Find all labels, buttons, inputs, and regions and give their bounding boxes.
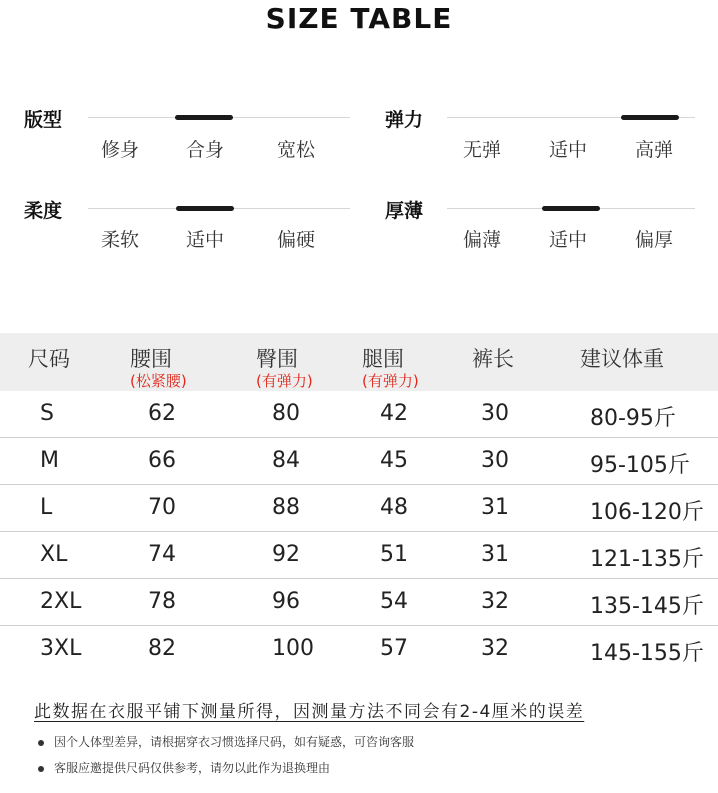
option-label: 偏薄 bbox=[462, 229, 501, 251]
cell-weight: 121-135斤 bbox=[590, 547, 704, 572]
cell-length: 31 bbox=[481, 542, 509, 567]
table-row bbox=[0, 391, 718, 438]
note-text: 因个人体型差异，请根据穿衣习惯选择尺码，如有疑惑，可咨询客服 bbox=[54, 735, 415, 749]
header-weight: 建议体重 bbox=[580, 347, 664, 371]
header-length: 裤长 bbox=[472, 347, 514, 371]
table-row bbox=[0, 438, 718, 485]
cell-thigh: 51 bbox=[380, 542, 408, 567]
cell-length: 30 bbox=[481, 448, 509, 473]
selection-marker bbox=[621, 115, 679, 120]
page-title: SIZE TABLE bbox=[265, 2, 453, 35]
option-label: 修身 bbox=[100, 139, 139, 161]
option-label: 柔软 bbox=[100, 229, 139, 251]
cell-hip: 80 bbox=[272, 401, 300, 426]
header-size: 尺码 bbox=[28, 347, 70, 371]
table-row bbox=[0, 532, 718, 579]
option-label: 宽松 bbox=[276, 139, 315, 161]
option-label: 适中 bbox=[548, 229, 587, 251]
table-header bbox=[0, 333, 718, 391]
cell-thigh: 42 bbox=[380, 401, 408, 426]
cell-hip: 88 bbox=[272, 495, 300, 520]
option-label: 高弹 bbox=[634, 139, 673, 161]
cell-size: S bbox=[40, 401, 54, 426]
bullet-dot-icon bbox=[38, 740, 44, 746]
cell-weight: 106-120斤 bbox=[590, 500, 704, 525]
option-label: 无弹 bbox=[462, 139, 501, 161]
cell-size: L bbox=[40, 495, 53, 520]
selection-marker bbox=[176, 206, 234, 211]
cell-thigh: 57 bbox=[380, 636, 408, 661]
header-thigh: 腿围 (有弹力) bbox=[362, 347, 419, 390]
attribute-label: 厚薄 bbox=[385, 200, 424, 222]
cell-hip: 92 bbox=[272, 542, 300, 567]
note-bullet bbox=[38, 759, 330, 776]
cell-size: 2XL bbox=[40, 589, 82, 614]
attribute-label: 版型 bbox=[24, 109, 63, 131]
cell-length: 30 bbox=[481, 401, 509, 426]
attribute-label: 弹力 bbox=[385, 109, 424, 131]
size-table bbox=[0, 333, 718, 666]
cell-length: 31 bbox=[481, 495, 509, 520]
cell-size: XL bbox=[40, 542, 68, 567]
selection-marker bbox=[175, 115, 233, 120]
measurement-note: 此数据在衣服平铺下测量所得，因测量方法不同会有2-4厘米的误差 bbox=[34, 702, 585, 722]
option-label: 适中 bbox=[185, 229, 224, 251]
option-label: 偏硬 bbox=[276, 229, 315, 251]
cell-length: 32 bbox=[481, 589, 509, 614]
cell-waist: 66 bbox=[148, 448, 176, 473]
cell-weight: 135-145斤 bbox=[590, 594, 704, 619]
cell-size: 3XL bbox=[40, 636, 82, 661]
cell-waist: 70 bbox=[148, 495, 176, 520]
table-row bbox=[0, 485, 718, 532]
cell-waist: 74 bbox=[148, 542, 176, 567]
cell-hip: 96 bbox=[272, 589, 300, 614]
option-label: 合身 bbox=[185, 139, 224, 161]
header-waist: 腰围 (松紧腰) bbox=[130, 347, 187, 390]
note-text: 客服应邀提供尺码仅供参考，请勿以此作为退换理由 bbox=[54, 761, 331, 775]
cell-length: 32 bbox=[481, 636, 509, 661]
cell-waist: 62 bbox=[148, 401, 176, 426]
bullet-dot-icon bbox=[38, 766, 44, 772]
cell-thigh: 45 bbox=[380, 448, 408, 473]
note-bullet bbox=[38, 733, 414, 750]
cell-waist: 82 bbox=[148, 636, 176, 661]
cell-hip: 84 bbox=[272, 448, 300, 473]
header-note: (有弹力) bbox=[256, 372, 313, 390]
header-note: (松紧腰) bbox=[130, 372, 187, 390]
header-note: (有弹力) bbox=[362, 372, 419, 390]
option-label: 适中 bbox=[548, 139, 587, 161]
cell-size: M bbox=[40, 448, 59, 473]
selection-marker bbox=[542, 206, 600, 211]
cell-thigh: 48 bbox=[380, 495, 408, 520]
header-hip: 臀围 (有弹力) bbox=[256, 347, 313, 390]
cell-weight: 145-155斤 bbox=[590, 641, 704, 666]
cell-waist: 78 bbox=[148, 589, 176, 614]
cell-thigh: 54 bbox=[380, 589, 408, 614]
cell-weight: 95-105斤 bbox=[590, 453, 690, 478]
option-label: 偏厚 bbox=[634, 229, 673, 251]
table-row bbox=[0, 579, 718, 626]
cell-weight: 80-95斤 bbox=[590, 406, 676, 431]
table-row bbox=[0, 626, 718, 673]
attribute-label: 柔度 bbox=[24, 200, 63, 222]
cell-hip: 100 bbox=[272, 636, 314, 661]
